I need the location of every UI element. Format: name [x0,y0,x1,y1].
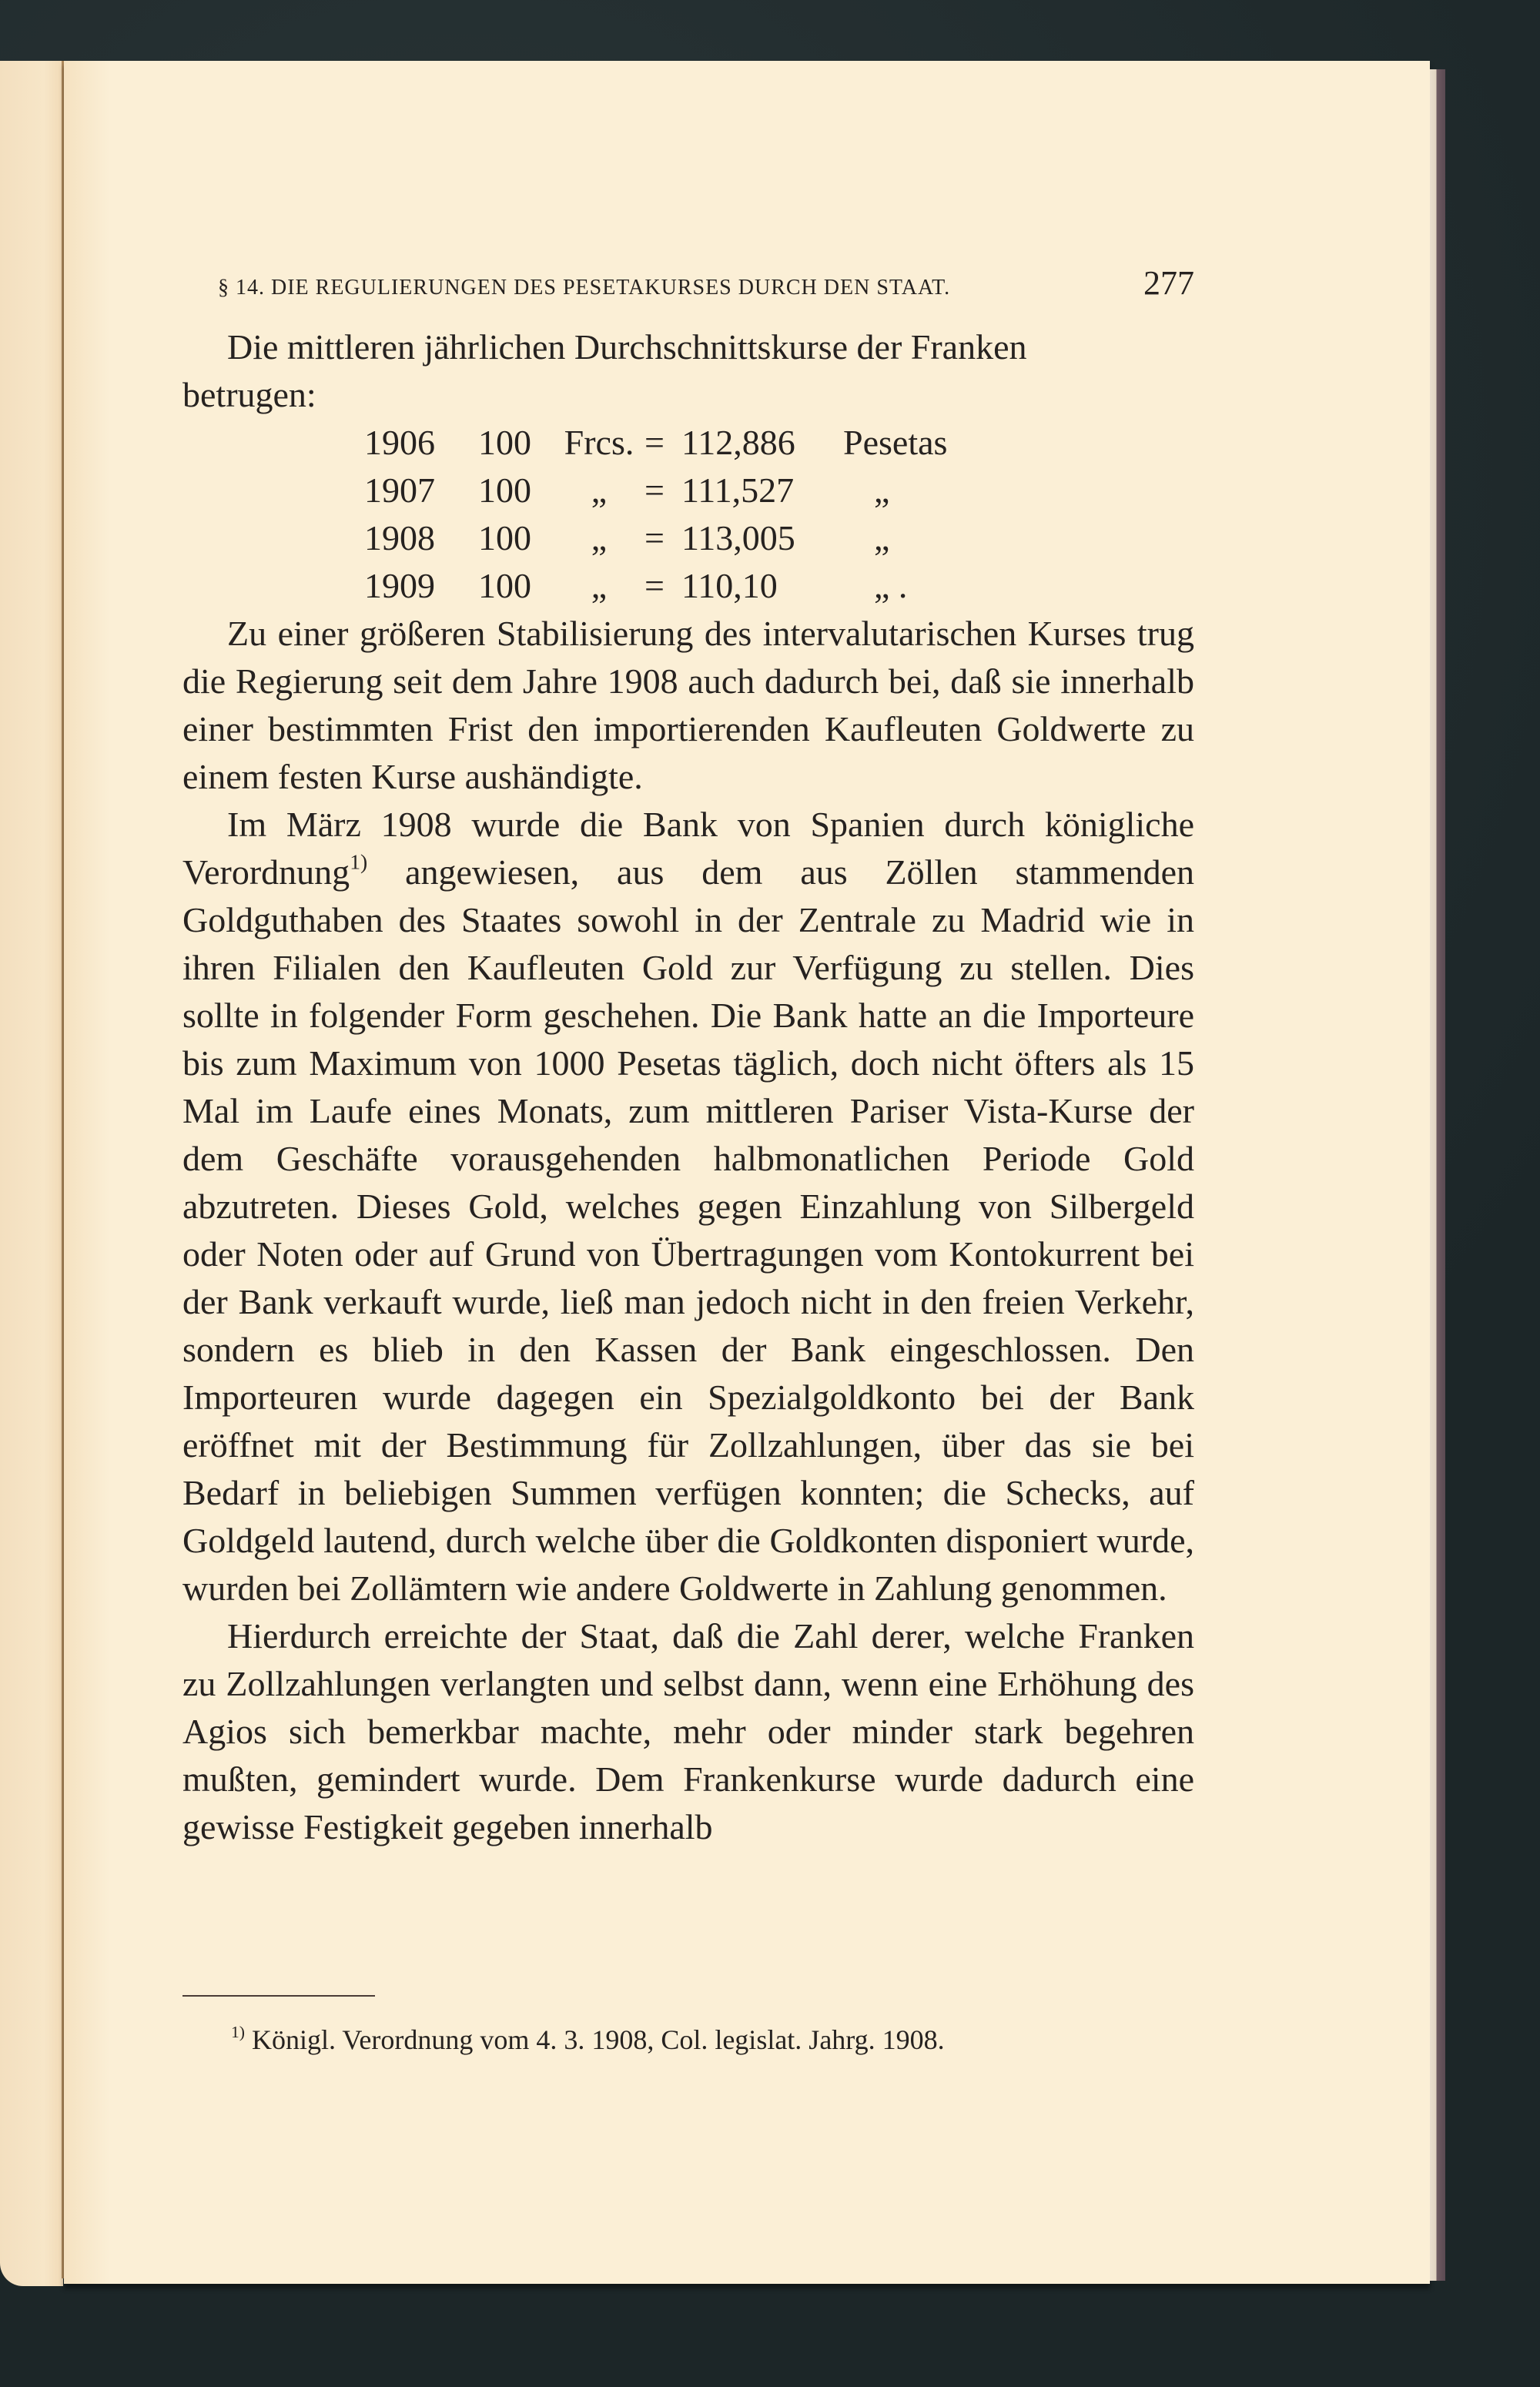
rate-value: 111,527 [681,470,795,510]
exchange-rate-table [364,419,1194,610]
rate-row [364,467,1194,514]
rate-currency: „ [874,518,890,557]
intro-text: Die mittleren jährlichen Durchschnittskurse der Franken [227,327,1027,367]
rate-value: 113,005 [681,518,795,557]
rate-unit: „ [591,470,608,510]
rate-amount: 100 [478,518,531,557]
rate-row [364,562,1194,610]
page-stack-edge [1430,69,1445,2281]
footnote-marker: 1) [231,2022,245,2041]
rate-unit: Frcs. [564,423,634,462]
rate-amount: 100 [478,423,531,462]
paragraph-stabilisierung: Zu einer größeren Stabilisierung des intervalutarischen Kurses trug die Regierung seit dem Jahre 1908 auch dadurch bei, daß sie innerhalb einer bestimmten Frist den importierenden Kaufleuten Goldwerte zu einem festen Kurse aushändigte. [182,614,1194,796]
body-text [182,323,1194,1851]
page-number: 277 [1143,264,1194,302]
rate-row [364,419,1194,467]
paragraph-hierdurch: Hierdurch erreichte der Staat, daß die Zahl derer, welche Franken zu Zollzahlungen verlangten und selbst dann, wenn eine Erhöhung des Agios sich bemerkbar machte, mehr oder minder stark begehren mußten, gemindert wurde. Dem Frankenkurse wurde dadurch eine gewisse Festigkeit gegeben innerhalb [182,1616,1194,1846]
rate-equals: = [644,423,665,462]
footnote-separator [182,1995,375,1997]
rate-year: 1908 [364,518,435,557]
paragraph-text: Im März 1908 wurde die Bank von Spanien durch königliche Verordnung [182,805,1194,892]
intro-continuation: betrugen: [182,375,316,414]
rate-currency: Pesetas [843,423,948,462]
rate-currency: „ . [874,566,908,605]
rate-year: 1907 [364,470,435,510]
rate-equals: = [644,470,665,510]
rate-row [364,514,1194,562]
footnote-reference[interactable]: 1) [350,849,368,874]
section-title: § 14. DIE REGULIERUNGEN DES PESETAKURSES DURCH DEN STAAT. [218,276,951,300]
paragraph-text: angewiesen, aus dem aus Zöllen stammenden Goldguthaben des Staates sowohl in der Zentrale zu Madrid wie in ihren Filialen den Kaufleuten Gold zur Verfügung zu stellen. Dies sollte in folgender Form geschehen. Die Bank hatte an die Importeure bis zum Maximum von 1000 Pesetas täglich, doch nicht öfters als 15 Mal im Laufe eines Monats, zum mittleren Pariser Vista-Kurse der dem Geschäfte vorausgehenden halbmonatlichen Periode Gold abzutreten. Dieses Gold, welches gegen Einzahlung von Silbergeld oder Noten oder auf Grund von Übertragungen vom Kontokurrent bei der Bank verkauft wurde, ließ man jedoch nicht in den freien Verkehr, sondern es blieb in den Kassen der Bank eingeschlossen. Den Importeuren wurde dagegen ein Spezialgoldkonto bei der Bank eröffnet mit der Bestimmung für Zollzahlungen, über das sie bei Bedarf in beliebigen Summen verfügen konnten; die Schecks, auf Goldgeld lautend, durch welche über die Goldkonten disponiert wurde, wurden bei Zollämtern wie andere Goldwerte in Zahlung genommen. [182,852,1194,1608]
footnote [231,2024,945,2056]
rate-amount: 100 [478,566,531,605]
intro-line [182,323,1194,371]
paragraph-maerz-1908 [182,801,1194,1612]
rate-unit: „ [591,566,608,605]
rate-year: 1909 [364,566,435,605]
running-head [218,263,1194,302]
rate-year: 1906 [364,423,435,462]
rate-amount: 100 [478,470,531,510]
rate-equals: = [644,566,665,605]
footnote-text: Königl. Verordnung vom 4. 3. 1908, Col. legislat. Jahrg. 1908. [245,2024,945,2055]
rate-unit: „ [591,518,608,557]
rate-currency: „ [874,470,890,510]
rate-value: 112,886 [681,423,795,462]
rate-value: 110,10 [681,566,778,605]
rate-equals: = [644,518,665,557]
facing-page-edge [0,61,63,2286]
